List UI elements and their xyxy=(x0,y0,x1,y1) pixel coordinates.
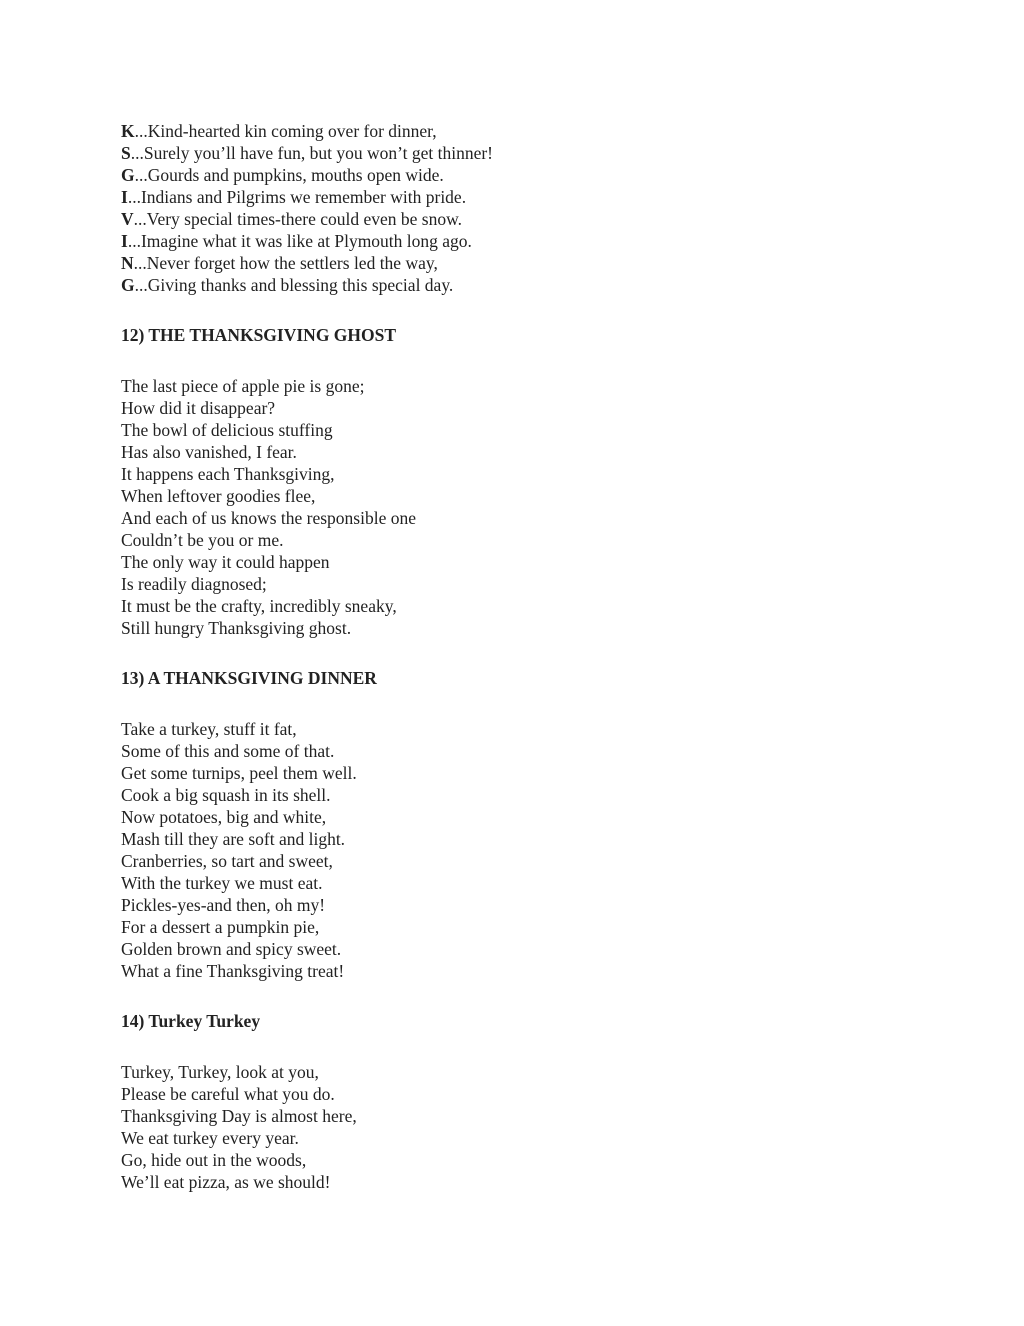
acrostic-line xyxy=(121,274,961,296)
poem-line: Take a turkey, stuff it fat, xyxy=(121,719,297,739)
poem-line: The bowl of delicious stuffing xyxy=(121,420,333,440)
poem-line: For a dessert a pumpkin pie, xyxy=(121,917,320,937)
acrostic-line xyxy=(121,142,961,164)
acrostic-letter: S xyxy=(121,143,131,163)
poem-line: Turkey, Turkey, look at you, xyxy=(121,1062,319,1082)
poem-line: Cook a big squash in its shell. xyxy=(121,785,331,805)
poem-section-14 xyxy=(121,1010,961,1193)
poem-line: The last piece of apple pie is gone; xyxy=(121,376,365,396)
acrostic-text: ...Indians and Pilgrims we remember with pride. xyxy=(127,187,467,207)
acrostic-text: ...Kind-hearted kin coming over for dinner, xyxy=(134,121,437,141)
acrostic-text: ...Surely you’ll have fun, but you won’t get thinner! xyxy=(130,143,493,163)
spacer xyxy=(121,346,961,375)
document-page xyxy=(121,120,961,1193)
spacer xyxy=(121,1032,961,1061)
poem-line: And each of us knows the responsible one xyxy=(121,508,417,528)
poem-title: 12) THE THANKSGIVING GHOST xyxy=(121,325,397,345)
poem-body xyxy=(121,1061,961,1193)
acrostic-letter: I xyxy=(121,231,128,251)
poem-line: It must be the crafty, incredibly sneaky, xyxy=(121,596,397,616)
poem-line: Go, hide out in the woods, xyxy=(121,1150,307,1170)
poem-title: 14) Turkey Turkey xyxy=(121,1011,261,1031)
acrostic-line xyxy=(121,208,961,230)
acrostic-text: ...Giving thanks and blessing this special day. xyxy=(134,275,454,295)
poem-line: Please be careful what you do. xyxy=(121,1084,335,1104)
poem-line: Mash till they are soft and light. xyxy=(121,829,346,849)
spacer xyxy=(121,639,961,667)
acrostic-line xyxy=(121,186,961,208)
poem-body xyxy=(121,375,961,639)
acrostic-letter: I xyxy=(121,187,128,207)
acrostic-letter: G xyxy=(121,275,135,295)
poem-line: When leftover goodies flee, xyxy=(121,486,316,506)
spacer xyxy=(121,689,961,718)
poem-line: Has also vanished, I fear. xyxy=(121,442,297,462)
poem-section-13 xyxy=(121,667,961,982)
poem-body xyxy=(121,718,961,982)
acrostic-text: ...Never forget how the settlers led the way, xyxy=(133,253,438,273)
poem-line: What a fine Thanksgiving treat! xyxy=(121,961,345,981)
poem-line: It happens each Thanksgiving, xyxy=(121,464,335,484)
acrostic-letter: G xyxy=(121,165,135,185)
poem-line: Some of this and some of that. xyxy=(121,741,335,761)
poem-line: Still hungry Thanksgiving ghost. xyxy=(121,618,352,638)
acrostic-letter: K xyxy=(121,121,135,141)
acrostic-line xyxy=(121,164,961,186)
poem-title: 13) A THANKSGIVING DINNER xyxy=(121,668,377,688)
poem-line: Golden brown and spicy sweet. xyxy=(121,939,342,959)
spacer xyxy=(121,296,961,324)
poem-line: Cranberries, so tart and sweet, xyxy=(121,851,333,871)
poem-line: Couldn’t be you or me. xyxy=(121,530,284,550)
poem-line: The only way it could happen xyxy=(121,552,330,572)
poem-line: How did it disappear? xyxy=(121,398,276,418)
spacer xyxy=(121,982,961,1010)
poem-line: Is readily diagnosed; xyxy=(121,574,267,594)
acrostic-letter: V xyxy=(121,209,134,229)
acrostic-line xyxy=(121,252,961,274)
poem-line: With the turkey we must eat. xyxy=(121,873,323,893)
acrostic-text: ...Imagine what it was like at Plymouth long ago. xyxy=(127,231,472,251)
acrostic-letter: N xyxy=(121,253,134,273)
poem-line: We’ll eat pizza, as we should! xyxy=(121,1172,331,1192)
acrostic-poem xyxy=(121,120,961,296)
poem-section-12 xyxy=(121,324,961,639)
acrostic-line xyxy=(121,230,961,252)
poem-line: Thanksgiving Day is almost here, xyxy=(121,1106,357,1126)
acrostic-line xyxy=(121,120,961,142)
poem-line: Get some turnips, peel them well. xyxy=(121,763,357,783)
poem-line: Pickles-yes-and then, oh my! xyxy=(121,895,326,915)
acrostic-text: ...Very special times-there could even be snow. xyxy=(133,209,462,229)
poem-line: Now potatoes, big and white, xyxy=(121,807,327,827)
acrostic-text: ...Gourds and pumpkins, mouths open wide. xyxy=(134,165,444,185)
poem-line: We eat turkey every year. xyxy=(121,1128,299,1148)
